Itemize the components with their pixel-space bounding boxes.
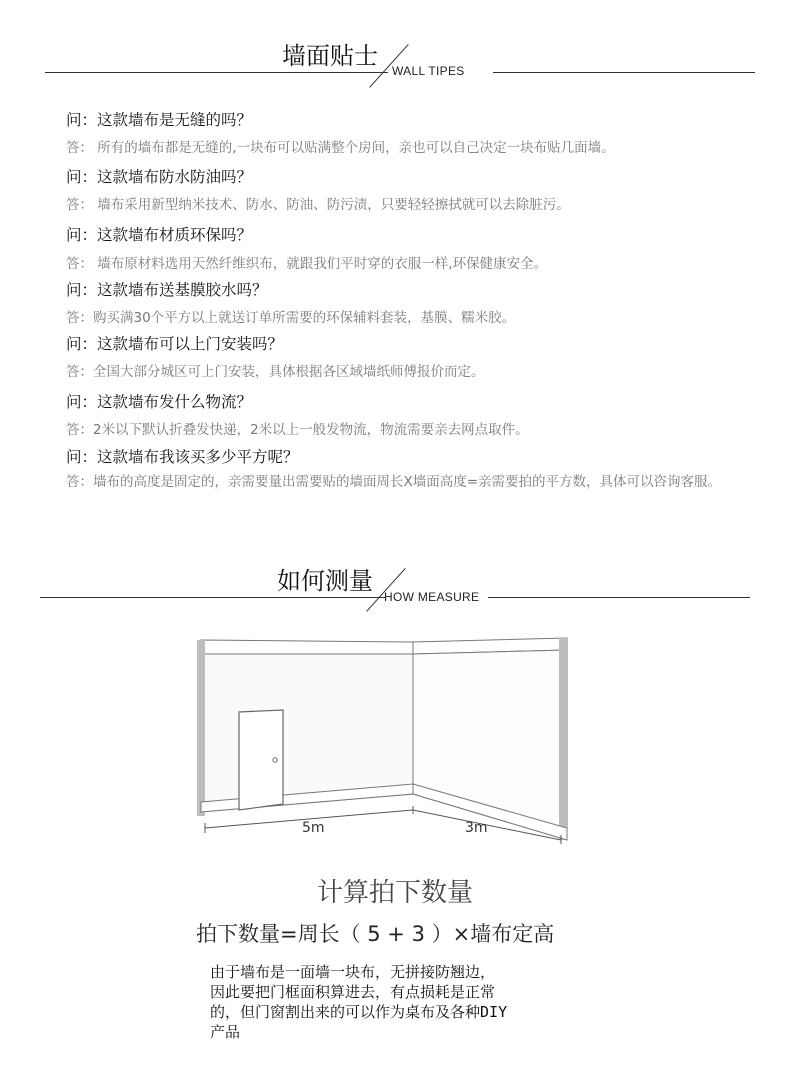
tips-title: 墙面贴士 <box>282 42 378 70</box>
faq-question: 问：这款墙布送基膜胶水吗？ <box>66 281 268 299</box>
faq-question: 问：这款墙布发什么物流？ <box>66 393 253 411</box>
measure-subtitle: HOW MEASURE <box>384 590 480 604</box>
faq-question: 问：这款墙布可以上门安装吗？ <box>66 335 284 353</box>
calc-title: 计算拍下数量 <box>316 878 473 908</box>
header-line-right <box>493 72 755 73</box>
faq-answer: 答：购买满30个平方以上就送订单所需要的环保辅料套装，基膜、糯米胶。 <box>66 310 516 326</box>
faq-answer: 答： 墙布原材料选用天然纤维织布，就跟我们平时穿的衣服一样,环保健康安全。 <box>66 256 548 272</box>
faq-answer: 答：墙布的高度是固定的，亲需要量出需要贴的墙面周长X墙面高度=亲需要拍的平方数，具体可以咨询客服。 <box>66 474 722 490</box>
note-line: 因此要把门框面积算进去，有点损耗是正常 <box>210 983 496 1001</box>
calc-formula: 拍下数量=周长（ 5 + 3 ）×墙布定高 <box>196 922 555 946</box>
faq-answer: 答：全国大部分城区可上门安装，具体根据各区域墙纸师傅报价而定。 <box>66 364 485 380</box>
right-edge-post <box>559 638 567 840</box>
note-line: 的，但门窗割出来的可以作为桌布及各种DIY <box>210 1003 508 1021</box>
note-line: 由于墙布是一面墙一块布，无拼接防翘边， <box>210 963 496 981</box>
left-edge-post <box>197 640 205 816</box>
calc-note <box>210 962 580 1042</box>
faq-answer: 答： 所有的墙布都是无缝的,一块布可以贴满整个房间，亲也可以自己决定一块布贴几面墙。 <box>66 140 615 156</box>
tips-subtitle: WALL TIPES <box>392 64 465 78</box>
ceiling-left <box>201 640 413 654</box>
header-line-left <box>40 597 385 598</box>
door-icon <box>239 710 283 810</box>
header-line-right <box>488 597 750 598</box>
header-line-left <box>45 72 388 73</box>
faq-question: 问：这款墙布我该买多少平方呢？ <box>66 448 299 466</box>
room-drawing <box>195 634 575 844</box>
faq-question: 问：这款墙布材质环保吗？ <box>66 226 253 244</box>
faq-answer: 答： 墙布采用新型纳米技术、防水、防油、防污渍，只要轻轻擦拭就可以去除脏污。 <box>66 197 570 213</box>
left-length-label: 5m <box>302 820 325 836</box>
measure-title: 如何测量 <box>277 567 373 595</box>
faq-answer: 答：2米以下默认折叠发快递，2米以上一般发物流，物流需要亲去网点取件。 <box>66 422 529 438</box>
faq-question: 问：这款墙布是无缝的吗？ <box>66 111 253 129</box>
right-length-label: 3m <box>465 820 488 836</box>
faq-list <box>66 108 766 528</box>
note-line: 产品 <box>210 1023 241 1041</box>
room-diagram <box>195 634 575 848</box>
faq-question: 问：这款墙布防水防油吗？ <box>66 168 253 186</box>
